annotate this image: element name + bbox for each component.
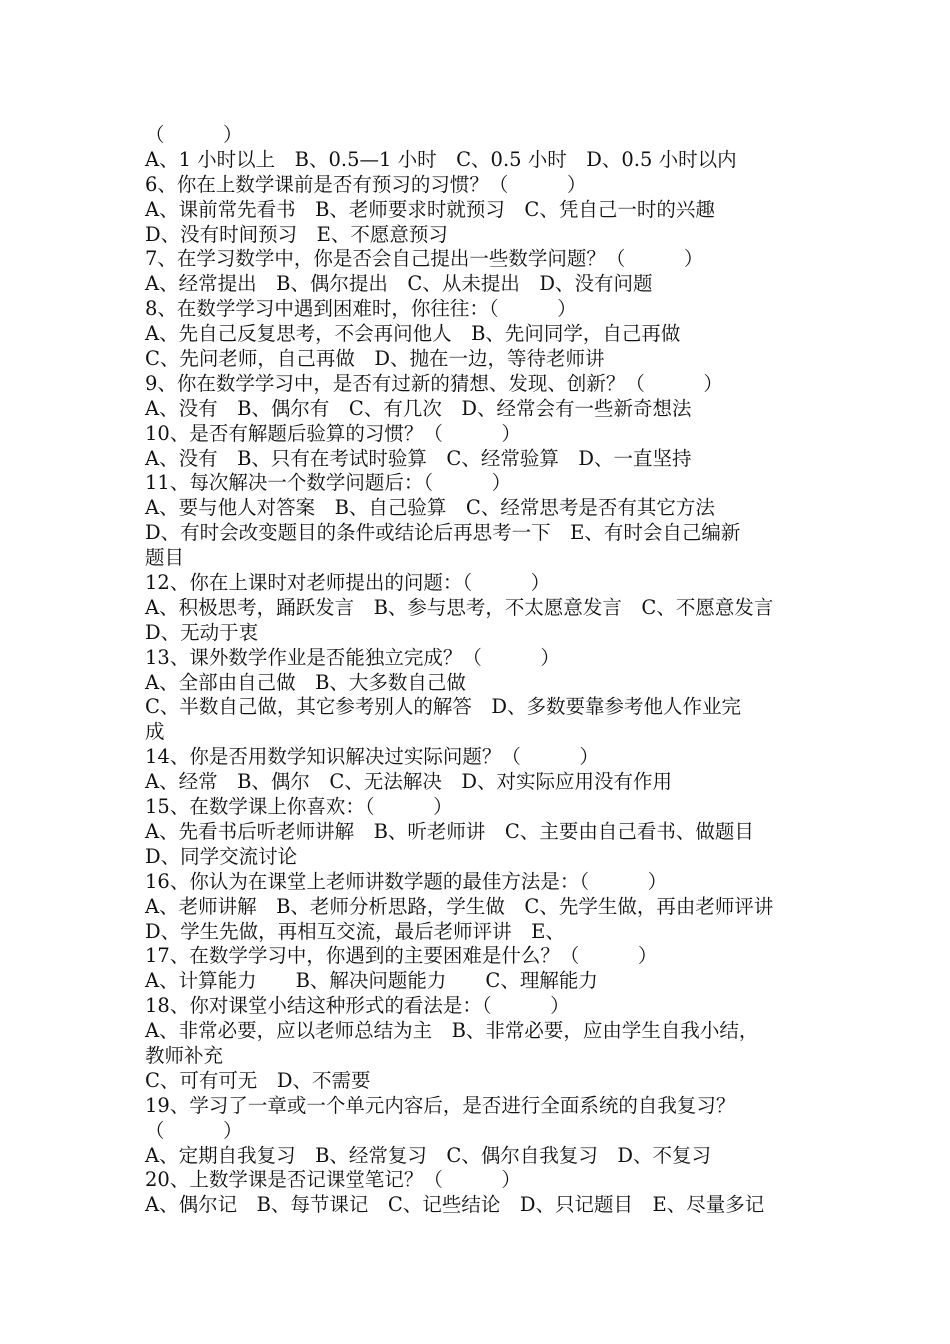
options-q18-b: 教师补充 xyxy=(145,1043,224,1067)
question-11: 11、每次解决一个数学问题后：（ ） xyxy=(145,471,512,495)
options-q15-a: A、先看书后听老师讲解 B、听老师讲 C、主要由自己看书、做题目 xyxy=(145,819,754,843)
question-20: 20、上数学课是否记课堂笔记？（ ） xyxy=(145,1168,521,1192)
options-q13-c: 成 xyxy=(145,720,165,744)
options-q8-b: C、先问老师，自己再做 D、抛在一边，等待老师讲 xyxy=(145,347,605,371)
questionnaire-text xyxy=(145,123,810,1218)
question-14: 14、你是否用数学知识解决过实际问题？（ ） xyxy=(145,745,599,769)
question-7: 7、在学习数学中，你是否会自己提出一些数学问题？（ ） xyxy=(145,247,704,271)
question-12: 12、你在上课时对老师提出的问题：（ ） xyxy=(145,571,551,595)
question-15: 15、在数学课上你喜欢：（ ） xyxy=(145,795,453,819)
question-10: 10、是否有解题后验算的习惯？（ ） xyxy=(145,421,521,445)
answer-blank: （ ） xyxy=(145,123,243,146)
options-q15-b: D、同学交流讨论 xyxy=(145,844,298,868)
options-q11-a: A、要与他人对答案 B、自己验算 C、经常思考是否有其它方法 xyxy=(145,496,715,520)
options-q9: A、没有 B、偶尔有 C、有几次 D、经常会有一些新奇想法 xyxy=(145,396,692,420)
question-13: 13、课外数学作业是否能独立完成？（ ） xyxy=(145,645,560,669)
options-q18-c: C、可有可无 D、不需要 xyxy=(145,1068,371,1092)
question-17: 17、在数学学习中，你遇到的主要困难是什么？（ ） xyxy=(145,944,658,968)
options-q17: A、计算能力 B、解决问题能力 C、理解能力 xyxy=(145,969,598,993)
question-16: 16、你认为在课堂上老师讲数学题的最佳方法是：（ ） xyxy=(145,869,668,893)
options-q10: A、没有 B、只有在考试时验算 C、经常验算 D、一直坚持 xyxy=(145,446,692,470)
options-q19: A、定期自我复习 B、经常复习 C、偶尔自我复习 D、不复习 xyxy=(145,1143,711,1167)
options-q6-b: D、没有时间预习 E、不愿意预习 xyxy=(145,222,448,246)
options-q20: A、偶尔记 B、每节课记 C、记些结论 D、只记题目 E、尽量多记 xyxy=(145,1193,765,1217)
options-q13-b: C、半数自己做，其它参考别人的解答 D、多数要靠参考他人作业完 xyxy=(145,695,742,719)
options-q11-b: D、有时会改变题目的条件或结论后再思考一下 E、有时会自己编新 xyxy=(145,521,741,545)
options-q5: A、1 小时以上 B、0.5—1 小时 C、0.5 小时 D、0.5 小时以内 xyxy=(145,147,737,171)
options-q12-b: D、无动于衷 xyxy=(145,620,259,644)
options-q16-b: D、学生先做，再相互交流，最后老师评讲 E、 xyxy=(145,919,565,943)
options-q12-a: A、积极思考，踊跃发言 B、参与思考，不太愿意发言 C、不愿意发言 xyxy=(145,595,774,619)
options-q7: A、经常提出 B、偶尔提出 C、从未提出 D、没有问题 xyxy=(145,272,653,296)
question-18: 18、你对课堂小结这种形式的看法是：（ ） xyxy=(145,994,570,1018)
question-6: 6、你在上数学课前是否有预习的习惯？（ ） xyxy=(145,172,587,196)
question-19: 19、学习了一章或一个单元内容后，是否进行全面系统的自我复习？ xyxy=(145,1093,736,1117)
options-q18-a: A、非常必要，应以老师总结为主 B、非常必要，应由学生自我小结， xyxy=(145,1019,759,1043)
options-q8-a: A、先自己反复思考，不会再问他人 B、先问同学，自己再做 xyxy=(145,322,681,346)
options-q14: A、经常 B、偶尔 C、无法解决 D、对实际应用没有作用 xyxy=(145,770,672,794)
options-q11-c: 题目 xyxy=(145,546,185,570)
options-q13-a: A、全部由自己做 B、大多数自己做 xyxy=(145,670,466,694)
question-8: 8、在数学学习中遇到困难时，你往往：（ ） xyxy=(145,297,577,321)
answer-blank-q19: （ ） xyxy=(145,1118,243,1142)
options-q16-a: A、老师讲解 B、老师分析思路，学生做 C、先学生做，再由老师评讲 xyxy=(145,894,774,918)
question-9: 9、你在数学学习中，是否有过新的猜想、发现、创新？（ ） xyxy=(145,371,723,395)
options-q6-a: A、课前常先看书 B、老师要求时就预习 C、凭自己一时的兴趣 xyxy=(145,197,715,221)
